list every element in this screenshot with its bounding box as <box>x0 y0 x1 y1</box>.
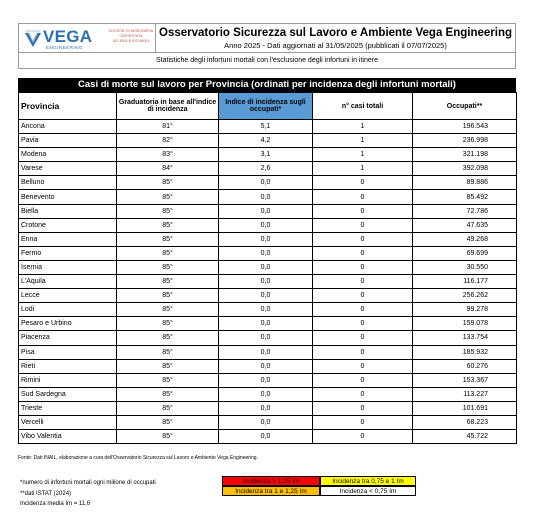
cell-occupati: 236.998 <box>413 134 517 148</box>
cell-graduatoria: 85° <box>117 331 219 345</box>
cell-graduatoria: 85° <box>117 373 219 387</box>
cell-provincia: Rieti <box>19 359 117 373</box>
logo-subtitle: ENGINEERING <box>46 45 84 50</box>
table-row <box>19 373 517 387</box>
logo-wordmark: VEGA <box>43 27 93 46</box>
cell-incidenza: 4,2 <box>219 134 313 148</box>
table-body <box>19 120 517 444</box>
cell-incidenza: 3,1 <box>219 148 313 162</box>
cell-graduatoria: 85° <box>117 317 219 331</box>
cell-incidenza: 0,0 <box>219 415 313 429</box>
cell-occupati: 69.699 <box>413 246 517 260</box>
table-row <box>19 162 517 176</box>
cell-graduatoria: 85° <box>117 176 219 190</box>
legend-red: Incidenza > 1,25 Im <box>222 476 320 486</box>
cell-casi: 0 <box>313 373 413 387</box>
table-row <box>19 345 517 359</box>
cell-graduatoria: 81° <box>117 120 219 134</box>
table-row <box>19 415 517 429</box>
cell-casi: 0 <box>313 289 413 303</box>
cell-graduatoria: 83° <box>117 148 219 162</box>
cell-provincia: Pavia <box>19 134 117 148</box>
cell-occupati: 72.786 <box>413 204 517 218</box>
cell-casi: 0 <box>313 204 413 218</box>
table-header-row <box>19 93 517 120</box>
logo-certification <box>107 29 155 43</box>
cell-provincia: Biella <box>19 204 117 218</box>
table-row <box>19 401 517 415</box>
cell-casi: 1 <box>313 120 413 134</box>
cell-occupati: 256.262 <box>413 289 517 303</box>
cell-occupati: 99.278 <box>413 303 517 317</box>
cell-incidenza: 0,0 <box>219 275 313 289</box>
cell-graduatoria: 85° <box>117 260 219 274</box>
footnotes <box>20 478 156 510</box>
cell-incidenza: 0,0 <box>219 260 313 274</box>
cell-occupati: 85.492 <box>413 190 517 204</box>
cell-occupati: 101.691 <box>413 401 517 415</box>
table-title: Casi di morte sul lavoro per Provincia (ordinati per incidenza degli infortuni mortali) <box>18 78 516 92</box>
page-title: Osservatorio Sicurezza sul Lavoro e Ambiente Vega Engineering <box>159 27 512 39</box>
header-note: Statistiche degli infortuni mortali con l'esclusione degli infortuni in itinere <box>18 53 516 69</box>
column-header-graduatoria: Graduatoria in base all'indice di incidenza <box>117 93 219 120</box>
cell-occupati: 153.367 <box>413 373 517 387</box>
cell-occupati: 45.722 <box>413 430 517 444</box>
cell-casi: 0 <box>313 232 413 246</box>
column-header-casi: n° casi totali <box>313 93 413 120</box>
cell-occupati: 185.932 <box>413 345 517 359</box>
cell-provincia: Vercelli <box>19 415 117 429</box>
cell-provincia: Fermo <box>19 246 117 260</box>
cell-casi: 1 <box>313 148 413 162</box>
cell-incidenza: 0,0 <box>219 331 313 345</box>
cell-graduatoria: 85° <box>117 218 219 232</box>
cell-provincia: L'Aquila <box>19 275 117 289</box>
table-row <box>19 331 517 345</box>
cell-occupati: 30.550 <box>413 260 517 274</box>
cell-incidenza: 0,0 <box>219 317 313 331</box>
table-row <box>19 148 517 162</box>
cell-casi: 1 <box>313 162 413 176</box>
table-row <box>19 176 517 190</box>
cell-incidenza: 2,6 <box>219 162 313 176</box>
table-row <box>19 204 517 218</box>
cell-graduatoria: 85° <box>117 303 219 317</box>
cell-occupati: 60.276 <box>413 359 517 373</box>
cell-provincia: Trieste <box>19 401 117 415</box>
cell-provincia: Sud Sardegna <box>19 387 117 401</box>
cell-casi: 0 <box>313 331 413 345</box>
cell-occupati: 113.227 <box>413 387 517 401</box>
page-subtitle: Anno 2025 - Dati aggiornati al 31/05/2025 (pubblicati il 07/07/2025) <box>224 41 447 50</box>
cell-incidenza: 0,0 <box>219 218 313 232</box>
cell-incidenza: 0,0 <box>219 176 313 190</box>
cell-graduatoria: 85° <box>117 246 219 260</box>
cell-casi: 0 <box>313 317 413 331</box>
cell-occupati: 47.635 <box>413 218 517 232</box>
logo-cert-line: SOCIETA' DI INGEGNERIA <box>108 29 154 33</box>
footnote-incidence: *numero di infortuni mortali ogni milione di occupati <box>20 480 156 486</box>
cell-occupati: 159.078 <box>413 317 517 331</box>
provinces-table-section <box>18 78 516 444</box>
table-row <box>19 387 517 401</box>
cell-provincia: Belluno <box>19 176 117 190</box>
cell-occupati: 89.886 <box>413 176 517 190</box>
company-logo <box>18 23 156 53</box>
cell-casi: 0 <box>313 359 413 373</box>
cell-incidenza: 0,0 <box>219 401 313 415</box>
cell-graduatoria: 85° <box>117 345 219 359</box>
title-box <box>156 23 516 53</box>
table-row <box>19 289 517 303</box>
cell-provincia: Pesaro e Urbino <box>19 317 117 331</box>
cell-provincia: Modena <box>19 148 117 162</box>
cell-casi: 0 <box>313 303 413 317</box>
cell-incidenza: 0,0 <box>219 232 313 246</box>
data-source-note: Fonte: Dati INAIL, elaborazione a cura dell'Osservatorio Sicurezza sul Lavoro e Ambiente Vega Engineering. <box>18 455 258 461</box>
cell-graduatoria: 85° <box>117 387 219 401</box>
legend-yellow: Incidenza tra 0,75 e 1 Im <box>320 476 416 486</box>
legend-orange: Incidenza tra 1 e 1,25 Im <box>222 486 320 496</box>
table-row <box>19 218 517 232</box>
cell-provincia: Pisa <box>19 345 117 359</box>
cell-occupati: 392.098 <box>413 162 517 176</box>
table-row <box>19 246 517 260</box>
cell-occupati: 196.543 <box>413 120 517 134</box>
cell-incidenza: 0,0 <box>219 430 313 444</box>
cell-graduatoria: 85° <box>117 275 219 289</box>
cell-provincia: Vibo Valentia <box>19 430 117 444</box>
table-row <box>19 430 517 444</box>
cell-casi: 0 <box>313 260 413 274</box>
cell-incidenza: 0,0 <box>219 289 313 303</box>
cell-casi: 0 <box>313 345 413 359</box>
provinces-table <box>18 92 517 444</box>
cell-graduatoria: 82° <box>117 134 219 148</box>
cell-graduatoria: 85° <box>117 289 219 303</box>
table-row <box>19 134 517 148</box>
table-row <box>19 303 517 317</box>
cell-casi: 0 <box>313 190 413 204</box>
cell-graduatoria: 85° <box>117 430 219 444</box>
cell-casi: 0 <box>313 430 413 444</box>
table-row <box>19 359 517 373</box>
cell-occupati: 133.754 <box>413 331 517 345</box>
cell-occupati: 321.198 <box>413 148 517 162</box>
table-row <box>19 317 517 331</box>
cell-casi: 0 <box>313 246 413 260</box>
column-header-incidenza: Indice di incidenza sugli occupati* <box>219 93 313 120</box>
cell-graduatoria: 85° <box>117 190 219 204</box>
footnote-istat: **dati ISTAT (2024) <box>20 490 72 497</box>
table-row <box>19 190 517 204</box>
cell-incidenza: 5,1 <box>219 120 313 134</box>
cell-casi: 0 <box>313 218 413 232</box>
cell-provincia: Lecce <box>19 289 117 303</box>
vega-logo-icon <box>24 30 42 48</box>
cell-graduatoria: 85° <box>117 415 219 429</box>
table-row <box>19 260 517 274</box>
table-row <box>19 120 517 134</box>
cell-provincia: Rimini <box>19 373 117 387</box>
cell-graduatoria: 84° <box>117 162 219 176</box>
cell-provincia: Benevento <box>19 190 117 204</box>
cell-occupati: 49.268 <box>413 232 517 246</box>
cell-provincia: Varese <box>19 162 117 176</box>
cell-casi: 0 <box>313 176 413 190</box>
cell-incidenza: 0,0 <box>219 345 313 359</box>
report-header <box>18 23 516 71</box>
cell-casi: 0 <box>313 415 413 429</box>
cell-incidenza: 0,0 <box>219 204 313 218</box>
cell-casi: 1 <box>313 134 413 148</box>
cell-casi: 0 <box>313 401 413 415</box>
cell-graduatoria: 85° <box>117 232 219 246</box>
logo-cert-line: ISO 9001 E ISO 45001 <box>112 38 150 43</box>
cell-provincia: Crotone <box>19 218 117 232</box>
cell-incidenza: 0,0 <box>219 246 313 260</box>
cell-incidenza: 0,0 <box>219 387 313 401</box>
cell-graduatoria: 85° <box>117 204 219 218</box>
cell-provincia: Ancona <box>19 120 117 134</box>
cell-casi: 0 <box>313 275 413 289</box>
cell-graduatoria: 85° <box>117 401 219 415</box>
cell-casi: 0 <box>313 387 413 401</box>
column-header-occupati: Occupati** <box>413 93 517 120</box>
legend-white: Incidenza < 0,75 Im <box>320 486 416 496</box>
cell-occupati: 116.177 <box>413 275 517 289</box>
logo-cert-line: CERTIFICATA <box>119 33 143 38</box>
table-row <box>19 232 517 246</box>
table-row <box>19 275 517 289</box>
cell-occupati: 68.223 <box>413 415 517 429</box>
cell-graduatoria: 85° <box>117 359 219 373</box>
cell-incidenza: 0,0 <box>219 359 313 373</box>
cell-incidenza: 0,0 <box>219 373 313 387</box>
cell-incidenza: 0,0 <box>219 303 313 317</box>
column-header-provincia: Provincia <box>19 93 117 120</box>
cell-incidenza: 0,0 <box>219 190 313 204</box>
cell-provincia: Enna <box>19 232 117 246</box>
cell-provincia: Lodi <box>19 303 117 317</box>
footnote-average: Incidenza media Im = 11,6 <box>20 501 91 507</box>
cell-provincia: Piacenza <box>19 331 117 345</box>
cell-provincia: Isernia <box>19 260 117 274</box>
